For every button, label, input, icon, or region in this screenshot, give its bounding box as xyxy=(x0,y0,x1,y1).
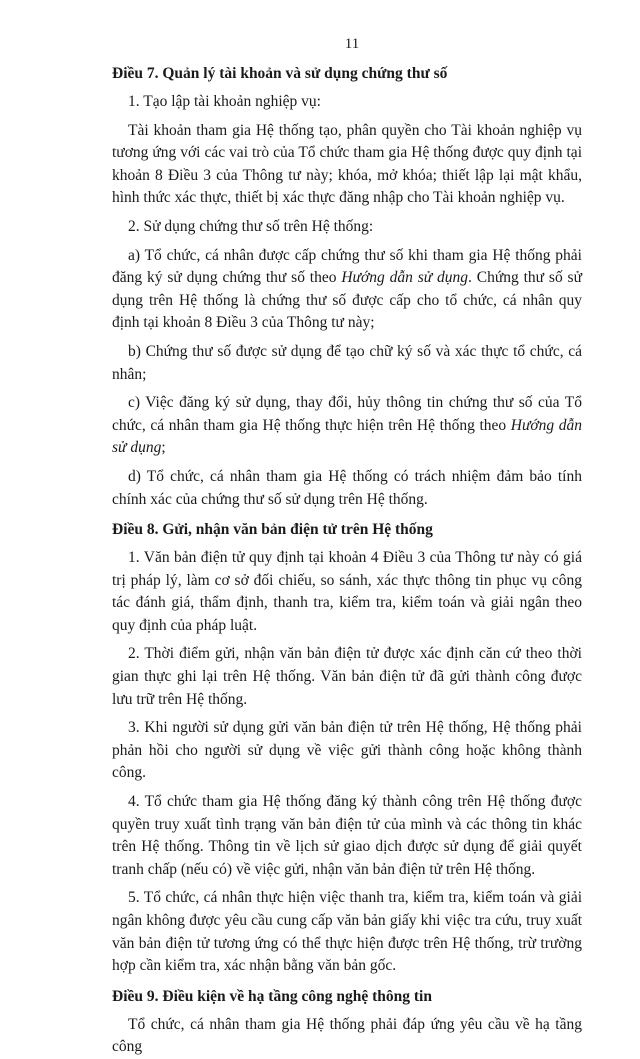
article-8-heading: Điều 8. Gửi, nhận văn bản điện tử trên Hệ thống xyxy=(112,521,433,539)
article-8-clause-5: 5. Tổ chức, cá nhân thực hiện việc thanh tra, kiểm tra, kiểm toán và giải ngân không được yêu cầu cung cấp văn bản giấy khi việc tra cứu, truy xuất văn bản điện tử tương ứng có thể thực hiện được trên Hệ thống, trừ trường hợp cần kiểm tra, xác nhận bằng văn bản gốc. xyxy=(112,889,582,975)
article-7-clause-1: 1. Tạo lập tài khoản nghiệp vụ: xyxy=(128,93,321,110)
article-8-clause-3: 3. Khi người sử dụng gửi văn bản điện tử trên Hệ thống, Hệ thống phải phản hồi cho người sử dụng về việc gửi thành công hoặc không thành công. xyxy=(112,719,582,782)
article-7-heading: Điều 7. Quản lý tài khoản và sử dụng chứng thư số xyxy=(112,65,448,82)
article-8-clause-4: 4. Tổ chức tham gia Hệ thống đăng ký thành công trên Hệ thống được quyền truy xuất tình trạng văn bản điện tử của mình và các thông tin khác trên Hệ thống. Thông tin về lịch sử giao dịch được sử dụng để giải quyết tranh chấp (nếu có) về việc gửi, nhận văn bản điện tử trên Hệ thống. xyxy=(112,793,582,878)
article-7-point-c: c) Việc đăng ký sử dụng, thay đổi, hủy thông tin chứng thư số của Tổ chức, cá nhân tham gia Hệ thống thực hiện trên Hệ thống theo Hướng dẫn sử dụng; xyxy=(112,394,583,457)
article-7-point-a: a) Tổ chức, cá nhân được cấp chứng thư số khi tham gia Hệ thống phải đăng ký sử dụng chứng thư số theo Hướng dẫn sử dụng. Chứng thư số sử dụng trên Hệ thống là chứng thư số được cấp cho tổ chức, cá nhân quy định tại khoản 8 Điều 3 của Thông tư này; xyxy=(112,246,582,332)
article-9-heading: Điều 9. Điều kiện về hạ tầng công nghệ thông tin xyxy=(112,987,432,1005)
article-8-clause-1: 1. Văn bản điện tử quy định tại khoản 4 Điều 3 của Thông tư này có giá trị pháp lý, làm cơ sở đối chiếu, so sánh, xác thực thông tin phục vụ công tác đánh giá, thẩm định, thanh tra, kiểm tra, kiểm toán và giải ngân theo quy định của pháp luật. xyxy=(112,549,582,634)
article-7-point-d: d) Tổ chức, cá nhân tham gia Hệ thống có trách nhiệm đảm bảo tính chính xác của chứng thư số sử dụng trên Hệ thống. xyxy=(112,467,582,508)
article-7-clause-2: 2. Sử dụng chứng thư số trên Hệ thống: xyxy=(128,217,374,235)
page-number: 11 xyxy=(344,36,360,52)
article-9-text: Tổ chức, cá nhân tham gia Hệ thống phải đáp ứng yêu cầu về hạ tầng công xyxy=(112,1015,582,1056)
article-7-clause-1-text: Tài khoản tham gia Hệ thống tạo, phân quyền cho Tài khoản nghiệp vụ tương ứng với các vai trò của Tổ chức tham gia Hệ thống được quy định tại khoản 8 Điều 3 của Thông tư này; khóa, mở khóa; thiết lập lại mật khẩu, hình thức xác thực, thiết bị xác thực đăng nhập cho Tài khoản nghiệp vụ. xyxy=(112,121,582,207)
article-8-clause-2: 2. Thời điểm gửi, nhận văn bản điện tử được xác định căn cứ theo thời gian thực ghi lại trên Hệ thống. Văn bản điện tử đã gửi thành công được lưu trữ trên Hệ thống. xyxy=(112,645,582,708)
article-7-point-b: b) Chứng thư số được sử dụng để tạo chữ ký số và xác thực tổ chức, cá nhân; xyxy=(112,342,582,383)
